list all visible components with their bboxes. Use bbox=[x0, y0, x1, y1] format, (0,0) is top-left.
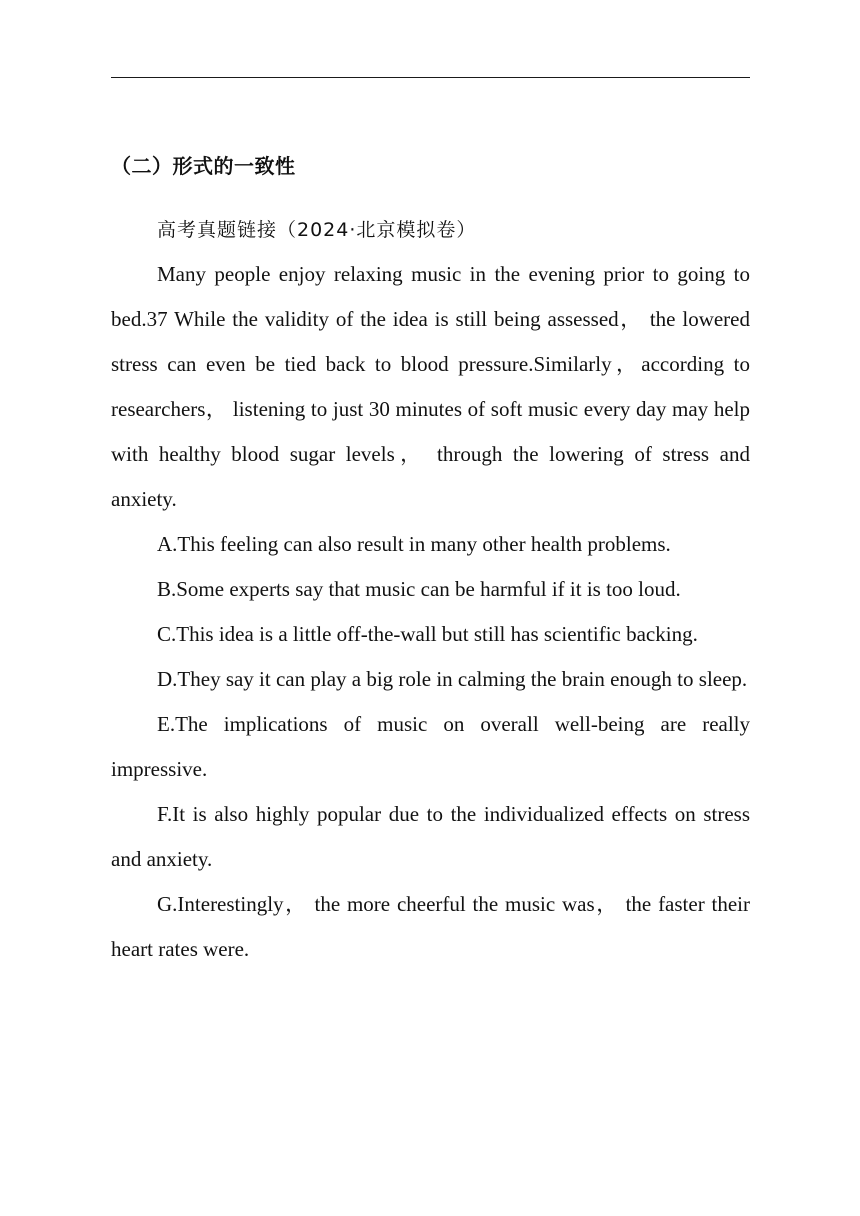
header-rule bbox=[111, 77, 750, 78]
section-heading: （二）形式的一致性 bbox=[111, 154, 296, 178]
option-b: B.Some experts say that music can be harmful if it is too loud. bbox=[157, 577, 681, 601]
option-a: A.This feeling can also result in many other health problems. bbox=[157, 532, 671, 556]
option-d: D.They say it can play a big role in calming the brain enough to sleep. bbox=[157, 667, 748, 691]
passage-paragraph: Many people enjoy relaxing music in the evening prior to going to bed.37 While the validity of the idea is still being assessed， the lowered stress can even be tied back to blood pressure.Similarly，according to researchers， listening to just 30 minutes of soft music every day may help with healthy blood sugar levels， through the lowering of stress and anxiety. bbox=[111, 262, 750, 511]
option-e: E.The implications of music on overall well-being are really impressive. bbox=[111, 712, 750, 781]
option-c: C.This idea is a little off-the-wall but still has scientific backing. bbox=[157, 622, 698, 646]
option-g: G.Interestingly， the more cheerful the music was， the faster their heart rates were. bbox=[111, 892, 750, 961]
question-body bbox=[111, 252, 750, 972]
option-f: F.It is also highly popular due to the individualized effects on stress and anxiety. bbox=[111, 802, 750, 871]
exam-source-label: 高考真题链接（2024·北京模拟卷） bbox=[157, 219, 477, 241]
